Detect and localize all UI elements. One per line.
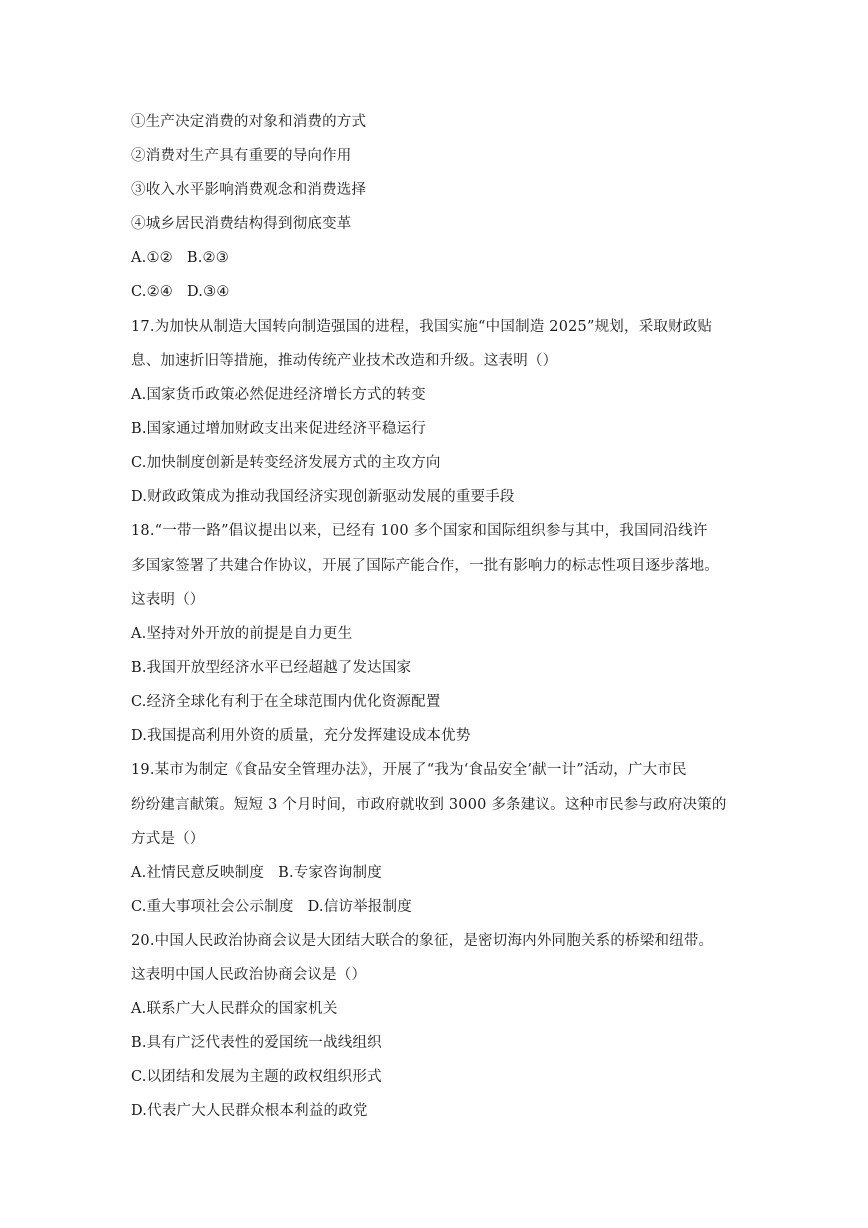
q20-choice-d: D.代表广大人民群众根本利益的政党 (131, 1103, 368, 1119)
q20-choice-c: C.以团结和发展为主题的政权组织形式 (131, 1069, 382, 1085)
q20-choice-a: A.联系广大人民群众的国家机关 (131, 1001, 338, 1017)
q18-choice-c: C.经济全球化有利于在全球范围内优化资源配置 (131, 694, 441, 710)
q17-choice-c: C.加快制度创新是转变经济发展方式的主攻方向 (131, 455, 441, 471)
q20-stem-line-2: 这表明中国人民政治协商会议是（） (131, 967, 367, 983)
q16-answer-a: A.①② (131, 250, 173, 266)
q19-stem-line-3: 方式是（） (131, 831, 205, 847)
q17-choice-a: A.国家货币政策必然促进经济增长方式的转变 (131, 387, 426, 403)
q16-answer-d: D.③④ (187, 284, 230, 300)
q17-stem-line-2: 息、加速折旧等措施，推动传统产业技术改造和升级。这表明（） (131, 353, 558, 369)
q16-statement-4: ④城乡居民消费结构得到彻底变革 (131, 216, 352, 232)
q16-statement-2: ②消费对生产具有重要的导向作用 (131, 148, 352, 164)
q17-choice-d: D.财政政策成为推动我国经济实现创新驱动发展的重要手段 (131, 489, 515, 505)
q16-answer-row-1 (131, 248, 229, 268)
q18-stem-line-1: 18.“一带一路”倡议提出以来，已经有 100 多个国家和国际组织参与其中，我国同沿线许 (131, 523, 708, 539)
q16-answer-b: B.②③ (186, 250, 229, 266)
q17-stem-line-1: 17.为加快从制造大国转向制造强国的进程，我国实施“中国制造 2025”规划，采取财政贴 (131, 319, 713, 335)
q19-choice-c: C.重大事项社会公示制度 (131, 899, 294, 915)
q16-answer-c: C.②④ (131, 284, 173, 300)
q16-answer-row-2 (131, 282, 230, 302)
q18-choice-d: D.我国提高利用外资的质量，充分发挥建设成本优势 (131, 728, 471, 744)
q19-stem-line-2: 纷纷建言献策。短短 3 个月时间，市政府就收到 3000 多条建议。这种市民参与政府决策的 (131, 797, 727, 813)
q19-choice-b: B.专家咨询制度 (278, 865, 382, 881)
q18-choice-b: B.我国开放型经济水平已经超越了发达国家 (131, 660, 412, 676)
q17-choice-b: B.国家通过增加财政支出来促进经济平稳运行 (131, 421, 426, 437)
q18-choice-a: A.坚持对外开放的前提是自力更生 (131, 626, 353, 642)
q18-stem-line-3: 这表明（） (131, 592, 205, 608)
q20-choice-b: B.具有广泛代表性的爱国统一战线组织 (131, 1035, 382, 1051)
q16-statement-1: ①生产决定消费的对象和消费的方式 (131, 114, 367, 130)
q18-stem-line-2: 多国家签署了共建合作协议，开展了国际产能合作，一批有影响力的标志性项目逐步落地。 (131, 558, 719, 574)
q19-choice-row-2 (131, 897, 412, 917)
q19-choice-row-1 (131, 863, 382, 883)
q19-choice-a: A.社情民意反映制度 (131, 865, 265, 881)
q19-stem-line-1: 19.某市为制定《食品安全管理办法》，开展了“我为‘食品安全’献一计”活动，广大市民 (131, 762, 687, 778)
q20-stem-line-1: 20.中国人民政治协商会议是大团结大联合的象征，是密切海内外同胞关系的桥梁和纽带。 (131, 933, 714, 949)
q19-choice-d: D.信访举报制度 (307, 899, 412, 915)
q16-statement-3: ③收入水平影响消费观念和消费选择 (131, 182, 367, 198)
